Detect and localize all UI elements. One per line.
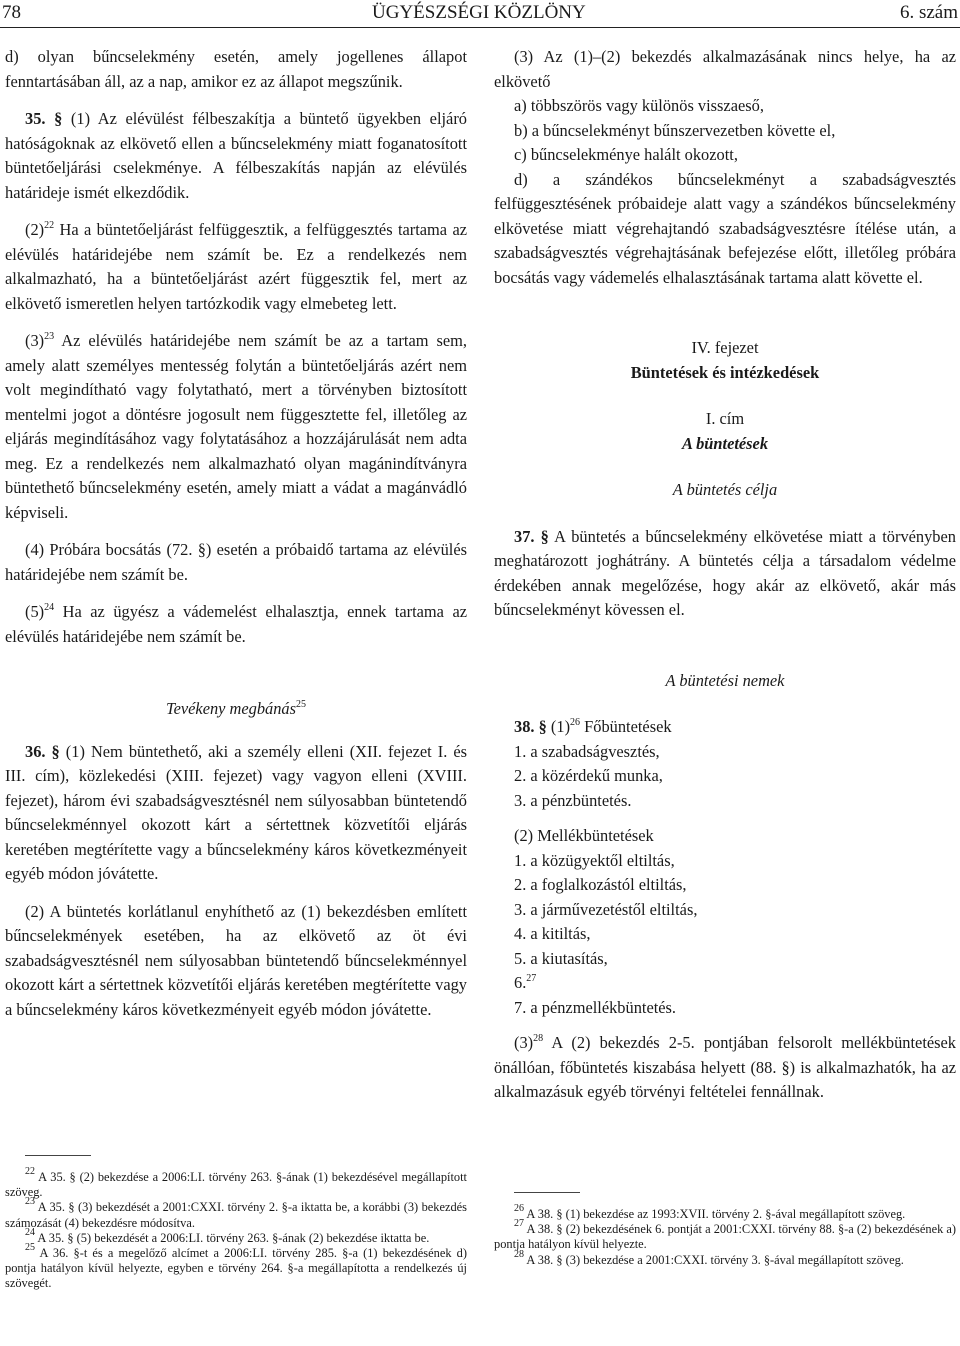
subtitle-buntetes-celja [494, 478, 956, 503]
chapter-title-text: Büntetések és intézkedések [630, 362, 820, 382]
header-rule [0, 27, 960, 28]
list-item-number: 6. [514, 973, 527, 992]
list-item: 3. a járművezetéstől eltiltás, [514, 899, 698, 919]
section-36-text: (1) Nem büntethető, aki a személy elleni (XII. fejezet I. és III. cím), közlekedési (XIII. fejezet) vagy vagyon elleni (XVIII. fejezet), három évi szabadságvesztésnél nem súlyosabban büntetendő bűncselekménnyel okozott kárt a sértettnek közvetítői eljárás keretében megtérítette vagy a bűncselekmény káros következményeit egyéb módon jóvátette. [5, 741, 467, 883]
clause-d: d) a szándékos bűncselekményt a szabadságvesztés felfüggesztésének próbaideje alatt vagy a szándékos bűncselekmény elkövetése miatt végrehajtandó szabadságvesztésre ítélése után, a szabadságvesztés végrehajtásának befejezése előtt, illetőleg próbára bocsátás vagy vádemelés elhalasztásának tartama alatt követte el. [494, 169, 956, 287]
para-text: Ha a büntetőeljárást felfüggesztik, a felfüggesztés tartama az elévülés határidejébe nem számít be. Ez a rendelkezés nem alkalmazható, ha a büntetőeljárást azért függesztik fel, mert az elkövető ismeretlen helyen tartózkodik vagy elmebeteg lett. [5, 220, 467, 313]
footnote-text: A 38. § (1) bekezdése az 1993:XVII. törvény 2. §-ával megállapított szöveg. [526, 1207, 906, 1221]
chapter-number: IV. fejezet [691, 338, 759, 357]
footnote-ref-27: 27 [526, 973, 537, 984]
footnote-text: A 35. § (5) bekezdését a 2006:LI. törvény 263. §-ának (2) bekezdése iktatta be. [37, 1230, 430, 1245]
section-38-p3 [494, 1031, 956, 1105]
subtitle-text: A büntetési nemek [665, 670, 785, 690]
footnote-number: 26 [514, 1203, 524, 1214]
footnote-text: A 38. § (2) bekezdésének 6. pontját a 2001:CXXI. törvény 88. §-a (2) bekezdésének a) pontja hatályon kívül helyezte. [494, 1222, 956, 1252]
footnote-number: 23 [25, 1196, 35, 1208]
section-35-number: 35. [25, 109, 46, 128]
left-column [5, 45, 467, 1035]
footnote [5, 1196, 467, 1230]
footnote-ref-25: 25 [296, 699, 307, 710]
footnote [5, 1242, 467, 1292]
title-name-text: A büntetések [681, 433, 769, 453]
section-38-head [494, 715, 956, 740]
list-heading: Főbüntetések [584, 717, 672, 736]
page-number: 78 [2, 2, 21, 23]
list-item: 4. a kitiltás, [514, 924, 591, 943]
section-37 [494, 525, 956, 623]
section-38-number: 38. [514, 717, 535, 736]
para-text: A (2) bekezdés 2-5. pontjában felsorolt mellékbüntetések önállóan, főbüntetés kiszabása helyett (88. §) is alkalmazhatók, ha az alkalmazásuk egyéb törvényi feltételei fennállnak. [494, 1033, 957, 1101]
clause-list [494, 94, 956, 290]
section-sign: § [51, 741, 60, 761]
section-35-text: (1) Az elévülést félbeszakítja a büntető ügyekben eljáró hatóságoknak az elkövető ellen a bűncselekmény miatt foganatosított büntetőeljárási cselekménye. A félbeszakítás napján az elévülés határideje ismét elkezdődik. [5, 109, 467, 202]
title-number: I. cím [705, 409, 745, 428]
footnote [494, 1218, 956, 1252]
list-item [494, 971, 956, 996]
section-37-number: 37. [514, 526, 535, 546]
issue-number: 6. szám [899, 2, 958, 23]
para-label: (3) [514, 1033, 534, 1052]
footnote [5, 1166, 467, 1200]
subtitle-text: Tevékeny megbánás [165, 699, 297, 718]
journal-title: ÜGYÉSZSÉGI KÖZLÖNY [372, 2, 586, 23]
list-item: 1. a szabadságvesztés, [514, 741, 660, 761]
main-penalties-list [494, 715, 956, 813]
para-label: (2) [25, 220, 45, 239]
section-35-p5 [5, 600, 467, 649]
footnotes-left [5, 1155, 467, 1292]
footnotes-right [494, 1192, 956, 1268]
section-sign: § [540, 526, 549, 546]
subtitle-buntetesi-nemek [494, 669, 956, 694]
list-item: 2. a közérdekű munka, [514, 766, 663, 785]
section-36-p3: (3) Az (1)–(2) bekezdés alkalmazásának nincs helye, ha az elkövető [494, 47, 956, 91]
para-label: (3) [25, 331, 45, 350]
page-header [0, 0, 960, 28]
footnote-ref-24: 24 [44, 602, 55, 613]
clause-d: d) olyan bűncselekmény esetén, amely jogellenes állapot fenntartásában áll, az a nap, amikor ez az állapot megszűnik. [5, 47, 467, 91]
footnote-rule [514, 1192, 580, 1193]
para-label: (1) [550, 717, 571, 736]
footnote-number: 27 [514, 1218, 524, 1230]
clause-b: b) a bűncselekményt bűnszervezetben követte el, [514, 120, 836, 140]
footnote-text: A 35. § (2) bekezdése a 2006:LI. törvény 263. §-ának (1) bekezdésével megállapított szöveg. [5, 1170, 467, 1200]
footnote [494, 1203, 956, 1222]
footnote-ref-26: 26 [570, 717, 581, 728]
footnote [5, 1226, 467, 1246]
footnote-text: A 35. § (3) bekezdését a 2001:CXXI. törvény 2. §-a iktatta be, a korábbi (3) bekezdés számozását (4) bekezdésre módosítva. [5, 1200, 467, 1230]
footnote-number: 24 [25, 1226, 35, 1238]
section-36-p1 [5, 740, 467, 887]
section-35-p3 [5, 329, 467, 525]
section-sign: § [538, 717, 547, 736]
footnote [494, 1248, 956, 1268]
footnote-number: 25 [25, 1242, 35, 1254]
section-35-p1 [5, 107, 467, 205]
subtitle-text: A büntetés célja [672, 480, 778, 499]
section-37-text: A büntetés a bűncselekmény elkövetése miatt a törvényben meghatározott joghátrány. A büntetés célja a társadalom védelme érdekében annak megelőzése, hogy akár az elkövető, akár más bűncselekményt kövessen el. [494, 526, 956, 619]
title-name [494, 432, 956, 457]
clause-c: c) bűncselekménye halált okozott, [514, 145, 738, 164]
list-heading: (2) Mellékbüntetések [514, 826, 654, 845]
subtitle-tevekeny-megbanas [5, 697, 467, 722]
footnote-text: A 38. § (3) bekezdése a 2001:CXXI. törvény 3. §-ával megállapított szöveg. [526, 1252, 904, 1267]
para-text: Ha az ügyész a vádemelést elhalasztja, ennek tartama az elévülés határidejébe nem számít be. [5, 602, 467, 646]
footnote-text: A 36. §-t és a megelőző alcímet a 2006:LI. törvény 285. §-a (1) bekezdésének d) pontja hatályon kívül helyezte, egyben e törvény 264. §-a megállapította a rendelkezés új szövegét. [5, 1246, 467, 1291]
chapter-title [494, 361, 956, 386]
list-item: 5. a kiutasítás, [514, 948, 608, 968]
footnote-rule [25, 1155, 91, 1156]
section-sign: § [54, 109, 63, 128]
list-item: 3. a pénzbüntetés. [514, 790, 632, 810]
footnote-ref-23: 23 [44, 331, 55, 342]
footnote-number: 22 [25, 1166, 35, 1177]
section-35-p4: (4) Próbára bocsátás (72. §) esetén a próbaidő tartama az elévülés határidejébe nem számít be. [5, 540, 467, 584]
list-item: 2. a foglalkozástól eltiltás, [514, 875, 687, 894]
section-35-p2 [5, 218, 467, 316]
footnote-number: 28 [514, 1248, 524, 1260]
right-column [494, 45, 956, 1118]
clause-a: a) többszörös vagy különös visszaeső, [514, 96, 764, 115]
section-36-p2: (2) A büntetés korlátlanul enyhíthető az (1) bekezdésben említett bűncselekmények esetében, ha az elkövető az öt évi szabadságvesztésnél nem súlyosabban büntetendő bűncselekménnyel okozott kárt a sértettnek közvetítői eljárás keretében megtérítette vagy a bűncselekmény káros következményeit egyéb módon jóvátette. [5, 901, 467, 1019]
footnote-ref-28: 28 [533, 1033, 544, 1044]
list-item: 7. a pénzmellékbüntetés. [514, 997, 677, 1017]
secondary-penalties-list [494, 824, 956, 1020]
list-item: 1. a közügyektől eltiltás, [514, 850, 675, 870]
section-36-number: 36. [25, 741, 46, 761]
para-text: Az elévülés határidejébe nem számít be az a tartam sem, amely alatt személyes mentesség folytán a büntetőeljárás azért nem volt megindítható vagy folytatható, mert a törvényben biztosított mentelmi jogot a döntésre jogosult nem függesztette fel, illetőleg az eljárás megindításához vagy folytatásához a hozzájárulását nem adta meg. Ez a rendelkezés nem alkalmazható olyan magánindítványra büntethető bűncselekmény esetén, amely miatt a vádat a magánvádló képviseli. [5, 331, 467, 522]
footnote-ref-22: 22 [44, 220, 55, 231]
para-label: (5) [25, 602, 45, 621]
